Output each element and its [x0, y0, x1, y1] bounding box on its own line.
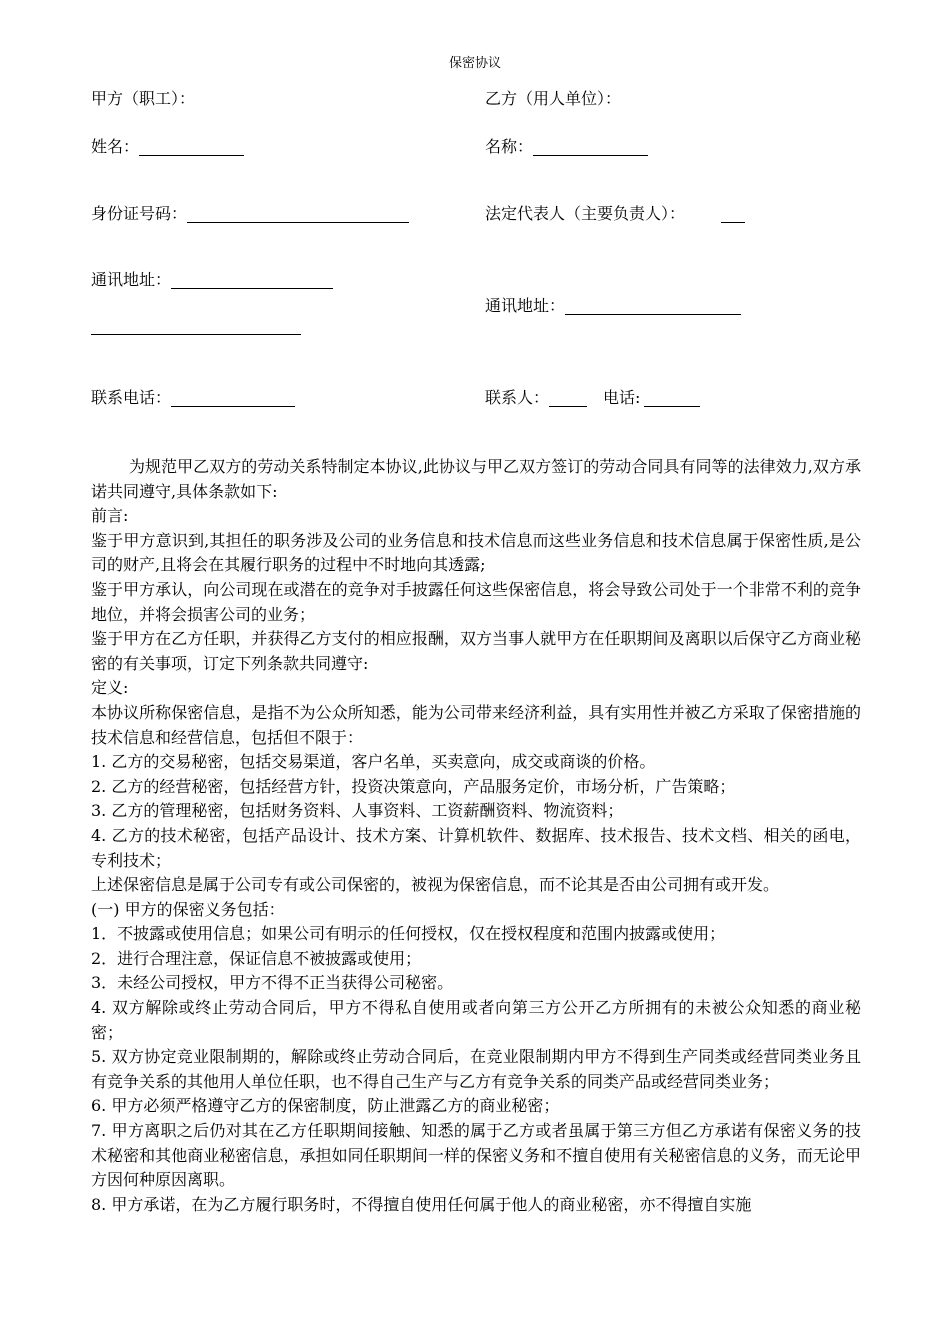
obligation-item-4: 4. 双方解除或终止劳动合同后，甲方不得私自使用或者向第三方公开乙方所拥有的未被公众知悉的商业秘密；: [91, 998, 861, 1042]
party-a-name-label: 姓名：: [91, 137, 140, 156]
party-a-address-blank-2: [91, 317, 301, 335]
party-b-address-blank: [565, 297, 741, 315]
obligation-item-1: 1．不披露或使用信息；如果公司有明示的任何授权，仅在授权程度和范围内披露或使用；: [91, 924, 726, 944]
obligation-item-8: 8. 甲方承诺，在为乙方履行职务时，不得擅自使用任何属于他人的商业秘密，亦不得擅自实施: [91, 1194, 752, 1214]
obligation-item-5: 5. 双方协定竞业限制期的，解除或终止劳动合同后，在竞业限制期内甲方不得到生产同类或经营同类业务且有竞争关系的其他用人单位任职，也不得自己生产与乙方有竞争关系的同类产品或经营同类业务；: [91, 1047, 861, 1091]
party-b-contact-label: 联系人：: [485, 388, 550, 407]
intro-paragraph: 为规范甲乙双方的劳动关系特制定本协议,此协议与甲乙双方签订的劳动合同具有同等的法律效力,双方承诺共同遵守,具体条款如下:: [91, 457, 861, 501]
party-b-name-blank: [533, 138, 648, 156]
party-b-rep-label: 法定代表人（主要负责人）：: [485, 204, 686, 223]
definition-item-3: 3. 乙方的管理秘密，包括财务资料、人事资料、工资薪酬资料、物流资料；: [91, 801, 624, 821]
party-b-name-field: [485, 134, 648, 157]
party-a-address-blank: [171, 271, 333, 289]
definition-item-4: 4. 乙方的技术秘密，包括产品设计、技术方案、计算机软件、数据库、技术报告、技术文档、相关的函电，专利技术；: [91, 825, 861, 870]
party-a-address-line2: [91, 316, 301, 335]
definition-item-2: 2. 乙方的经营秘密，包括经营方针，投资决策意向，产品服务定价，市场分析，广告策略；: [91, 776, 736, 796]
obligation-item-7: 7. 甲方离职之后仍对其在乙方任职期间接触、知悉的属于乙方或者虽属于第三方但乙方承诺有保密义务的技术秘密和其他商业秘密信息，承担如同任职期间一样的保密义务和不擅自使用有关秘密信息的义务，而无论甲方因何种原因离职。: [91, 1121, 861, 1190]
definition-summary: 上述保密信息是属于公司专有或公司保密的，被视为保密信息，而不论其是否由公司拥有或开发。: [91, 875, 780, 895]
party-b-contact-blank: [549, 389, 587, 407]
party-b-rep-blank: [721, 205, 745, 223]
party-b-phone-blank: [644, 389, 700, 407]
definition-paragraph: 本协议所称保密信息，是指不为公众所知悉，能为公司带来经济利益，具有实用性并被乙方采取了保密措施的技术信息和经营信息，包括但不限于：: [91, 702, 861, 747]
preface-heading: 前言:: [91, 506, 129, 526]
obligations-heading: (一) 甲方的保密义务包括：: [91, 899, 285, 919]
party-a-phone-label: 联系电话：: [91, 388, 172, 407]
party-b-phone-label: 电话:: [603, 388, 641, 407]
party-a-name-blank: [139, 138, 244, 156]
party-b-contact-field: [485, 385, 700, 408]
party-a-id-field: [91, 201, 409, 224]
preface-clause-3: 鉴于甲方在乙方任职，并获得乙方支付的相应报酬，双方当事人就甲方在任职期间及离职以后保守乙方商业秘密的有关事项，订定下列条款共同遵守:: [91, 629, 861, 673]
party-b-address-label: 通讯地址：: [485, 296, 566, 315]
obligation-item-6: 6. 甲方必须严格遵守乙方的保密制度，防止泄露乙方的商业秘密；: [91, 1096, 560, 1116]
party-b-rep-field: [485, 201, 745, 224]
party-a-address-field: [91, 267, 333, 290]
party-b-heading: 乙方（用人单位）：: [485, 89, 622, 108]
preface-clause-1: 鉴于甲方意识到,其担任的职务涉及公司的业务信息和技术信息而这些业务信息和技术信息属于保密性质,是公司的财产,且将会在其履行职务的过程中不时地向其透露;: [91, 530, 861, 575]
preface-clause-2: 鉴于甲方承认，向公司现在或潜在的竞争对手披露任何这些保密信息，将会导致公司处于一个非常不利的竞争地位，并将会损害公司的业务；: [91, 579, 861, 624]
party-a-heading: 甲方（职工）：: [91, 89, 196, 108]
party-a-phone-blank: [171, 389, 295, 407]
party-a-name-field: [91, 134, 244, 157]
obligation-item-2: 2．进行合理注意，保证信息不被披露或使用；: [91, 948, 422, 968]
party-a-address-label: 通讯地址：: [91, 270, 172, 289]
party-a-id-label: 身份证号码：: [91, 204, 188, 223]
party-b-name-label: 名称：: [485, 137, 534, 156]
party-a-id-blank: [187, 205, 409, 223]
page-title: 保密协议: [448, 56, 501, 71]
party-a-phone-field: [91, 385, 295, 408]
definition-item-1: 1. 乙方的交易秘密，包括交易渠道，客户名单，买卖意向，成交或商谈的价格。: [91, 752, 656, 772]
party-b-address-field: [485, 293, 741, 316]
obligation-item-3: 3．未经公司授权，甲方不得不正当获得公司秘密。: [91, 973, 454, 993]
definition-heading: 定义:: [91, 678, 129, 698]
agreement-body: [91, 455, 861, 1217]
